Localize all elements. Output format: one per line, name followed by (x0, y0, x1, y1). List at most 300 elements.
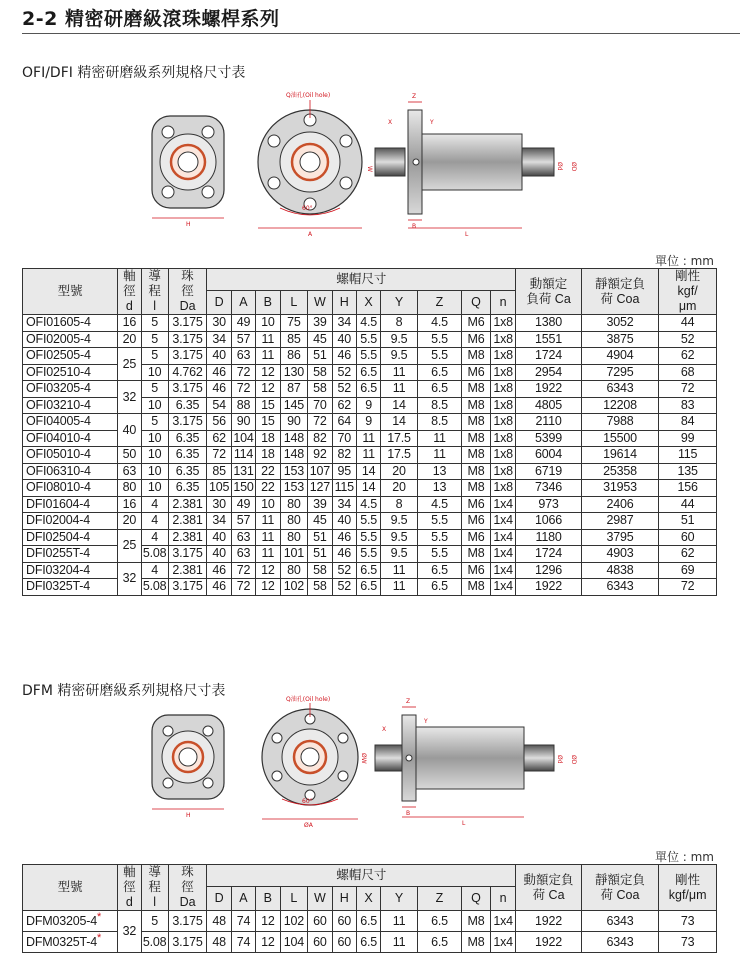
table-row (23, 513, 717, 530)
cell-n: 1x8 (490, 364, 515, 381)
model-cell: OFI04010-4 (23, 430, 118, 447)
cell-b: 12 (256, 562, 280, 579)
cell-b: 11 (256, 348, 280, 365)
cell-y: 17.5 (381, 430, 418, 447)
cell-x: 5.5 (356, 348, 380, 365)
cell-h: 64 (332, 414, 356, 431)
shaft-cell: 40 (118, 414, 141, 447)
cell-da: 6.35 (168, 480, 207, 497)
cell-q: M8 (462, 480, 491, 497)
col-dim-z: Z (417, 887, 461, 911)
cell-b: 12 (256, 579, 280, 596)
cell-a: 104 (231, 430, 255, 447)
model-cell: DFI0325T-4 (23, 579, 118, 596)
cell-w: 58 (308, 579, 332, 596)
cell-z: 4.5 (417, 496, 461, 513)
cell-b: 12 (256, 911, 280, 932)
cell-da: 6.35 (168, 463, 207, 480)
cell-b: 22 (256, 463, 280, 480)
cell-b: 11 (256, 331, 280, 348)
cell-coa: 6343 (581, 911, 659, 932)
cell-n: 1x8 (490, 381, 515, 398)
dim-label: X (388, 119, 393, 126)
col-dim-a: A (231, 887, 255, 911)
cell-l: 86 (280, 348, 308, 365)
cell-a: 74 (231, 911, 255, 932)
cell-coa: 6343 (581, 579, 659, 596)
dim-label: Z (412, 93, 417, 100)
cell-z: 6.5 (417, 579, 461, 596)
cell-h: 46 (332, 348, 356, 365)
title-divider (22, 33, 740, 34)
model-cell: OFI02505-4 (23, 348, 118, 365)
table-row (23, 562, 717, 579)
cell-rig: 68 (659, 364, 717, 381)
cell-l: 4 (141, 562, 168, 579)
cell-h: 95 (332, 463, 356, 480)
cell-rig: 99 (659, 430, 717, 447)
dim-label: Y (424, 718, 428, 725)
dim-label: ØW (360, 753, 367, 764)
cell-n: 1x4 (490, 546, 515, 563)
cell-n: 1x4 (490, 562, 515, 579)
cell-h: 34 (332, 315, 356, 332)
cell-x: 6.5 (356, 932, 380, 953)
cell-coa: 7988 (581, 414, 659, 431)
cell-coa: 15500 (581, 430, 659, 447)
cell-q: M8 (462, 397, 491, 414)
cell-ca: 5399 (516, 430, 581, 447)
cell-q: M6 (462, 331, 491, 348)
cell-h: 46 (332, 529, 356, 546)
col-ball: 珠 徑 Da (168, 269, 207, 315)
model-cell: DFI03204-4 (23, 562, 118, 579)
cell-x: 9 (356, 414, 380, 431)
col-shaft: 軸 徑 d (118, 865, 141, 911)
col-shaft: 軸 徑 d (118, 269, 141, 315)
cell-rig: 83 (659, 397, 717, 414)
unit-label: 單位 : mm (654, 850, 714, 864)
cell-l: 148 (280, 447, 308, 464)
cell-n: 1x4 (490, 529, 515, 546)
cell-z: 11 (417, 430, 461, 447)
cell-rig: 52 (659, 331, 717, 348)
cell-n: 1x4 (490, 579, 515, 596)
cell-y: 14 (381, 397, 418, 414)
table-row (23, 496, 717, 513)
col-nut-group: 螺帽尺寸 (207, 865, 516, 887)
cell-z: 5.5 (417, 348, 461, 365)
col-rigidity: 剛性 kgf/μm (659, 865, 717, 911)
cell-l: 104 (280, 932, 308, 953)
cell-z: 6.5 (417, 911, 461, 932)
cell-x: 5.5 (356, 546, 380, 563)
cell-z: 13 (417, 480, 461, 497)
cell-coa: 31953 (581, 480, 659, 497)
cell-w: 58 (308, 364, 332, 381)
cell-a: 72 (231, 562, 255, 579)
dim-label: L (462, 820, 466, 827)
cell-coa: 3795 (581, 529, 659, 546)
cell-ca: 1922 (516, 579, 581, 596)
cell-a: 49 (231, 315, 255, 332)
shaft-cell: 25 (118, 348, 141, 381)
cell-h: 52 (332, 381, 356, 398)
cell-l: 10 (141, 480, 168, 497)
cell-y: 11 (381, 562, 418, 579)
cell-l: 5.08 (142, 579, 167, 594)
cell-l: 85 (280, 331, 308, 348)
model-cell: DFM0325T-4* (23, 932, 118, 953)
cell-rig: 44 (659, 315, 717, 332)
col-lead: 導 程 l (141, 269, 168, 315)
cell-a: 150 (231, 480, 255, 497)
cell-da: 6.35 (168, 447, 207, 464)
shaft-cell: 16 (118, 315, 141, 332)
cell-rig: 72 (659, 579, 717, 596)
cell-w: 60 (308, 932, 332, 953)
cell-da: 3.175 (168, 331, 207, 348)
col-dynamic: 動額定負 荷 Ca (516, 865, 581, 911)
cell-coa: 4903 (581, 546, 659, 563)
dfm-spec-table (22, 864, 717, 953)
shaft-cell: 32 (118, 911, 141, 953)
cell-coa: 25358 (581, 463, 659, 480)
cell-z: 8.5 (417, 414, 461, 431)
cell-h: 82 (332, 447, 356, 464)
front-view-round (258, 91, 373, 238)
dim-label: ØD (570, 162, 577, 172)
cell-x: 5.5 (356, 529, 380, 546)
cell-z: 6.5 (417, 364, 461, 381)
cell-d: 34 (207, 513, 231, 530)
cell-n: 1x8 (490, 315, 515, 332)
cell-ca: 1922 (516, 932, 581, 953)
cell-n: 1x8 (490, 463, 515, 480)
cell-l: 5 (141, 331, 168, 348)
cell-l: 130 (280, 364, 308, 381)
cell-x: 4.5 (356, 315, 380, 332)
dim-label: Y (430, 119, 434, 126)
cell-q: M8 (462, 381, 491, 398)
dim-label: Z (406, 698, 411, 705)
cell-q: M8 (462, 546, 491, 563)
cell-l: 153 (280, 480, 308, 497)
model-cell: OFI05010-4 (23, 447, 118, 464)
cell-y: 11 (381, 579, 418, 596)
angle-label: 60° (302, 205, 313, 212)
model-cell: OFI01605-4 (23, 315, 118, 332)
cell-l: 10 (141, 463, 168, 480)
col-rigidity: 剛性 kgf/ μm (659, 269, 717, 315)
cell-q: M6 (462, 513, 491, 530)
cell-n: 1x8 (490, 480, 515, 497)
cell-w: 58 (308, 381, 332, 398)
section2-title: DFM 精密研磨級系列規格尺寸表 (22, 683, 226, 699)
cell-q: M6 (462, 315, 491, 332)
cell-h: 70 (332, 430, 356, 447)
cell-a: 72 (231, 364, 255, 381)
cell-b: 10 (256, 496, 280, 513)
cell-rig: 72 (659, 381, 717, 398)
cell-q: M8 (462, 579, 491, 596)
cell-y: 14 (381, 414, 418, 431)
cell-ca: 1724 (516, 546, 581, 563)
cell-l: 5.08 (141, 932, 168, 953)
cell-w: 72 (308, 414, 332, 431)
table-row (23, 381, 717, 398)
col-dim-d: D (207, 291, 231, 315)
cell-x: 11 (356, 447, 380, 464)
cell-rig: 115 (659, 447, 717, 464)
cell-l: 5 (141, 348, 168, 365)
cell-da: 3.175 (168, 381, 207, 398)
cell-a: 57 (231, 331, 255, 348)
dim-label: ØD (570, 755, 577, 765)
cell-b: 12 (256, 381, 280, 398)
cell-a: 74 (231, 932, 255, 953)
cell-ca: 1296 (516, 562, 581, 579)
cell-h: 52 (332, 364, 356, 381)
cell-ca: 1551 (516, 331, 581, 348)
side-view (375, 698, 577, 827)
cell-a: 57 (231, 513, 255, 530)
cell-rig: 73 (659, 932, 717, 953)
cell-w: 60 (308, 911, 332, 932)
cell-coa: 3875 (581, 331, 659, 348)
cell-x: 14 (356, 480, 380, 497)
col-dim-x: X (356, 887, 380, 911)
cell-y: 17.5 (381, 447, 418, 464)
cell-da: 6.35 (168, 397, 207, 414)
side-view (375, 93, 577, 238)
col-ball: 珠 徑 Da (168, 865, 207, 911)
cell-x: 4.5 (356, 496, 380, 513)
cell-z: 8.5 (417, 397, 461, 414)
shaft-cell: 80 (118, 480, 141, 497)
cell-b: 15 (256, 397, 280, 414)
cell-da: 2.381 (168, 496, 207, 513)
star-mark: * (96, 931, 102, 944)
ofi-dfi-spec-table (22, 268, 717, 596)
cell-coa: 3052 (581, 315, 659, 332)
cell-w: 58 (308, 562, 332, 579)
cell-ca: 1180 (516, 529, 581, 546)
table-row (23, 414, 717, 431)
cell-da: 2.381 (168, 513, 207, 530)
cell-x: 6.5 (356, 562, 380, 579)
cell-d: 46 (207, 381, 231, 398)
cell-x: 5.5 (356, 331, 380, 348)
angle-label: 60° (302, 798, 313, 805)
cell-y: 9.5 (381, 546, 418, 563)
cell-ca: 1724 (516, 348, 581, 365)
cell-coa: 4904 (581, 348, 659, 365)
col-dim-h: H (332, 291, 356, 315)
shaft-cell: 20 (118, 331, 141, 348)
cell-y: 20 (381, 463, 418, 480)
cell-z: 5.5 (417, 529, 461, 546)
cell-w: 107 (308, 463, 332, 480)
cell-b: 22 (256, 480, 280, 497)
cell-coa: 19614 (581, 447, 659, 464)
cell-n: 1x8 (490, 397, 515, 414)
cell-da: 3.175 (168, 932, 207, 953)
cell-w: 51 (308, 546, 332, 563)
cell-l: 5 (141, 381, 168, 398)
col-dim-q: Q (462, 887, 491, 911)
cell-l: 10 (141, 397, 168, 414)
cell-w: 70 (308, 397, 332, 414)
col-dim-x: X (356, 291, 380, 315)
cell-rig: 135 (659, 463, 717, 480)
cell-a: 90 (231, 414, 255, 431)
cell-w: 39 (308, 315, 332, 332)
cell-coa: 6343 (581, 932, 659, 953)
cell-b: 18 (256, 430, 280, 447)
cell-y: 8 (381, 496, 418, 513)
model-cell: OFI08010-4 (23, 480, 118, 497)
col-dynamic: 動額定 負荷 Ca (516, 269, 581, 315)
ofi-dfi-drawing (140, 88, 580, 238)
cell-w: 127 (308, 480, 332, 497)
cell-l: 4 (141, 513, 168, 530)
cell-h: 62 (332, 397, 356, 414)
cell-n: 1x8 (490, 348, 515, 365)
cell-d: 48 (207, 932, 231, 953)
dim-label: A (308, 231, 313, 238)
cell-d: 46 (207, 364, 231, 381)
cell-da: 6.35 (168, 430, 207, 447)
shaft-cell: 32 (118, 381, 141, 414)
cell-w: 51 (308, 348, 332, 365)
cell-h: 60 (332, 911, 356, 932)
cell-da: 3.175 (168, 911, 207, 932)
table-row (23, 447, 717, 464)
col-dim-w: W (308, 291, 332, 315)
cell-b: 11 (256, 513, 280, 530)
cell-y: 8 (381, 315, 418, 332)
oil-hole-label: Q油孔(Oil hole) (286, 92, 331, 99)
page-title: 2-2 精密研磨級滾珠螺桿系列 (22, 8, 280, 30)
table-row (23, 348, 717, 365)
cell-ca: 7346 (516, 480, 581, 497)
cell-l: 87 (280, 381, 308, 398)
model-cell: DFI02504-4 (23, 529, 118, 546)
cell-q: M6 (462, 562, 491, 579)
dim-label: B (406, 810, 411, 817)
model-cell: OFI04005-4 (23, 414, 118, 431)
cell-l: 102 (280, 911, 308, 932)
cell-n: 1x4 (490, 513, 515, 530)
unit-label: 單位 : mm (654, 254, 714, 268)
cell-l: 4 (141, 529, 168, 546)
cell-x: 6.5 (356, 381, 380, 398)
cell-n: 1x8 (490, 447, 515, 464)
model-cell: OFI06310-4 (23, 463, 118, 480)
star-mark: * (96, 910, 102, 923)
cell-z: 6.5 (417, 562, 461, 579)
col-dim-b: B (256, 291, 280, 315)
cell-x: 11 (356, 430, 380, 447)
dfm-drawing (140, 693, 580, 833)
cell-l: 148 (280, 430, 308, 447)
cell-coa: 7295 (581, 364, 659, 381)
cell-rig: 84 (659, 414, 717, 431)
cell-a: 63 (231, 348, 255, 365)
dim-label: H (186, 812, 191, 819)
cell-l: 4 (141, 496, 168, 513)
cell-b: 15 (256, 414, 280, 431)
cell-d: 34 (207, 331, 231, 348)
cell-ca: 6719 (516, 463, 581, 480)
cell-rig: 44 (659, 496, 717, 513)
cell-da: 3.175 (168, 348, 207, 365)
cell-l: 5 (141, 911, 168, 932)
cell-l: 5 (141, 414, 168, 431)
cell-h: 52 (332, 579, 356, 596)
cell-coa: 2406 (581, 496, 659, 513)
col-dim-w: W (308, 887, 332, 911)
cell-coa: 4838 (581, 562, 659, 579)
cell-ca: 973 (516, 496, 581, 513)
cell-ca: 1380 (516, 315, 581, 332)
col-dim-d: D (207, 887, 231, 911)
cell-w: 92 (308, 447, 332, 464)
cell-w: 45 (308, 513, 332, 530)
model-cell: DFI0255T-4 (23, 546, 118, 563)
cell-rig: 62 (659, 348, 717, 365)
cell-w: 51 (308, 529, 332, 546)
cell-z: 6.5 (417, 381, 461, 398)
cell-rig: 156 (659, 480, 717, 497)
col-dim-b: B (256, 887, 280, 911)
cell-l: 75 (280, 315, 308, 332)
cell-d: 72 (207, 447, 231, 464)
cell-d: 56 (207, 414, 231, 431)
dim-label: X (382, 726, 387, 733)
front-view-square (152, 715, 224, 819)
cell-d: 40 (207, 546, 231, 563)
oil-hole-label: Q油孔(Oil hole) (286, 696, 331, 703)
cell-l: 153 (280, 463, 308, 480)
model-cell: DFM03205-4* (23, 911, 118, 932)
table-row (23, 529, 717, 546)
cell-q: M6 (462, 529, 491, 546)
col-dim-h: H (332, 887, 356, 911)
cell-a: 49 (231, 496, 255, 513)
col-model: 型號 (23, 865, 118, 911)
model-cell: OFI03210-4 (23, 397, 118, 414)
cell-x: 9 (356, 397, 380, 414)
shaft-cell: 32 (118, 562, 141, 595)
cell-y: 9.5 (381, 331, 418, 348)
col-dim-l: L (280, 887, 308, 911)
cell-y: 11 (381, 381, 418, 398)
cell-l: 101 (280, 546, 308, 563)
col-dim-y: Y (381, 291, 418, 315)
cell-ca: 6004 (516, 447, 581, 464)
shaft-cell: 20 (118, 513, 141, 530)
cell-x: 14 (356, 463, 380, 480)
cell-b: 12 (256, 364, 280, 381)
cell-z: 5.5 (417, 331, 461, 348)
cell-coa: 12208 (581, 397, 659, 414)
cell-ca: 1922 (516, 381, 581, 398)
cell-x: 6.5 (356, 911, 380, 932)
dim-label: B (412, 223, 417, 230)
model-cell: OFI02510-4 (23, 364, 118, 381)
